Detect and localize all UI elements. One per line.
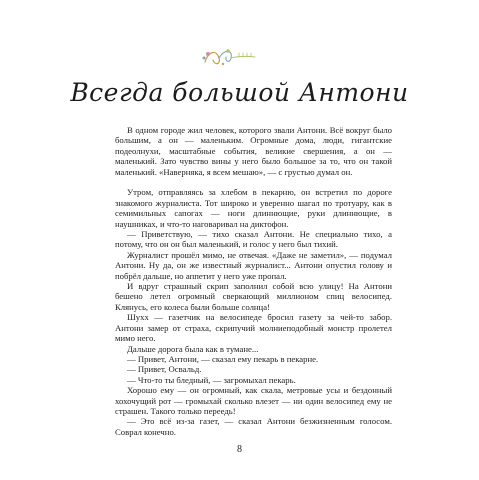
paragraph: Дальше дорога была как в тумане... (127, 343, 259, 354)
paragraph: — Что-то ты бледный, — загромыхал пекарь. (127, 374, 296, 385)
paragraph: — Это всё из-за газет, — сказал Антони безжизненным голосом. Соврал конечно. (115, 416, 392, 437)
paragraph: Шухх — газетчик на велосипеде бросил газету за чей-то забор. Антони замер от страха, скрипучий молниеподобный монстр пролетел мимо него. (115, 312, 392, 344)
paragraph: — Привет, Освальд. (127, 364, 202, 375)
paragraph: Хорошо ему — он огромный, как скала, метровые усы и бездонный хохочущий рот — громыхай сколько влезет — ни один велосипед ему не страшен. Такого только переедь! (115, 385, 392, 416)
floral-flourish-icon (195, 44, 265, 70)
chapter-title: Всегда большой Антони (70, 78, 409, 107)
paragraph: И вдруг страшный скрип заполнил собой всю улицу! На Антони бешено летел огромный сверкающий миллионом спиц велосипед. Клянусь, его колеса были больше солнца! (115, 281, 392, 312)
paragraph: — Привет, Антони, — сказал ему пекарь в пекарне. (127, 353, 319, 364)
page-number: 8 (237, 444, 242, 455)
paragraph: Утром, отправляясь за хлебом в пекарню, он встретил по дороге знакомого журналиста. Тот широко и уверенно шагал по тротуару, как в семимильных сапогах — ноги длиннющие, руки длиннющие, в наушниках, и что-то наговаривал на диктофон. (115, 187, 392, 229)
chapter-body (115, 125, 392, 437)
paragraph: Журналист прошёл мимо, не отвечая. «Даже не заметил», — подумал Антони. Ну да, он же известный журналист... Антони опустил голову и побрёл дальше, но аппетит у него уже пропал. (115, 249, 392, 281)
paragraph: — Приветствую, — тихо сказал Антони. Не специально тихо, а потому, что он он был маленький, и голос у него был тихий. (115, 229, 392, 250)
paragraph: В одном городе жил человек, которого звали Антони. Всё вокруг было большим, а он — маленьким. Огромные дома, люди, гигантские подеолнухи, масштабные события, великие свершения, а он — маленький. Зато чувство вины у него было большое за то, что он такой маленький. «Наверняка, я всем мешаю», — с грустью думал он. (115, 125, 392, 177)
